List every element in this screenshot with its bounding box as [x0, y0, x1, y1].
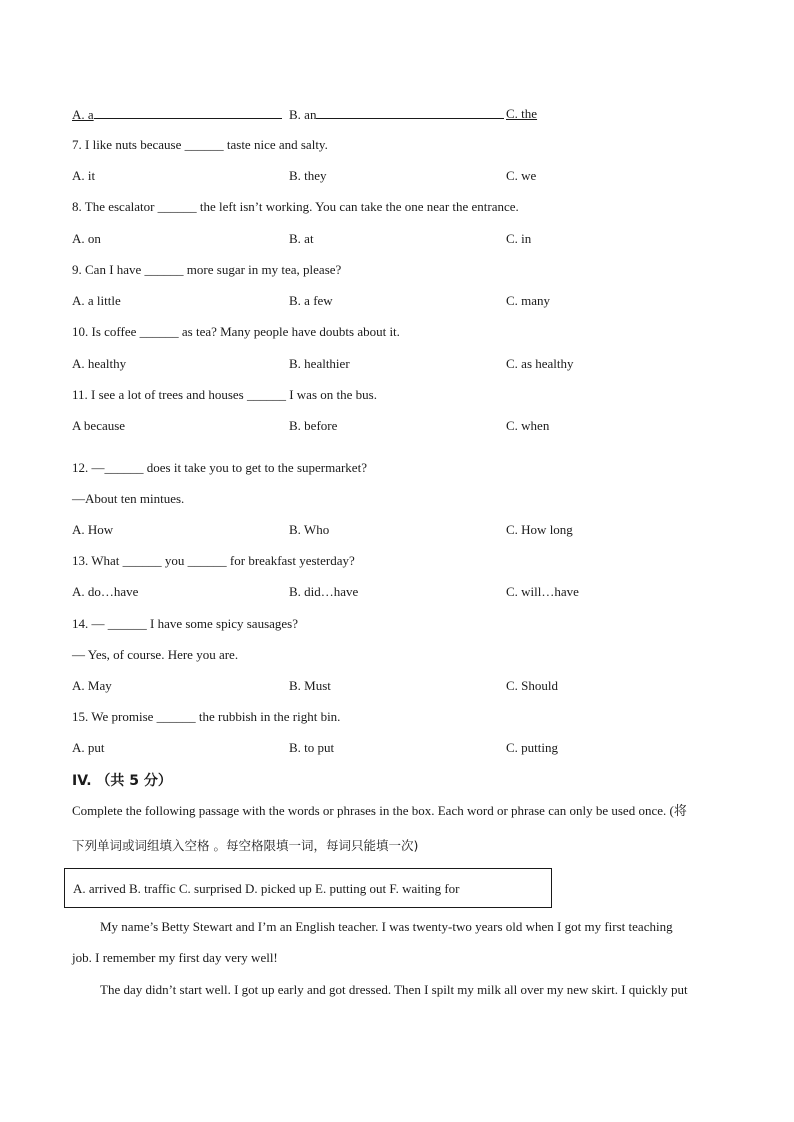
question-answer-line: —About ten mintues.	[72, 491, 185, 506]
option-c: C. when	[506, 418, 550, 433]
option-a: A. healthy	[72, 356, 127, 371]
option-c: C. Should	[506, 678, 559, 693]
word-box	[64, 868, 552, 908]
question-stem: 7. I like nuts because ______ taste nice and salty.	[72, 137, 328, 152]
option-b: B. a few	[289, 293, 333, 308]
q6-option-a: A. a	[72, 106, 282, 123]
question-stem: 9. Can I have ______ more sugar in my tea, please?	[72, 262, 342, 277]
passage-line: My name’s Betty Stewart and I’m an English teacher. I was twenty-two years old when I got my first teaching	[100, 919, 673, 934]
option-c: C. How long	[506, 522, 573, 537]
option-a: A. a little	[72, 293, 121, 308]
option-a: A. do…have	[72, 584, 139, 599]
option-c: C. as healthy	[506, 356, 574, 371]
question-stem: 10. Is coffee ______ as tea? Many people have doubts about it.	[72, 324, 400, 339]
q6-option-b: B. an	[289, 106, 504, 123]
question-stem: 14. — ______ I have some spicy sausages?	[72, 616, 299, 631]
option-c: C. putting	[506, 740, 559, 755]
question-stem: 11. I see a lot of trees and houses ______ I was on the bus.	[72, 387, 377, 402]
passage-line: job. I remember my first day very well!	[72, 950, 278, 965]
option-b: B. did…have	[289, 584, 359, 599]
option-b: B. to put	[289, 740, 335, 755]
option-a: A. May	[72, 678, 112, 693]
option-b: B. Must	[289, 678, 331, 693]
passage-line: The day didn’t start well. I got up early and got dressed. Then I spilt my milk all over my new skirt. I quickly put	[100, 982, 688, 997]
question-answer-line: — Yes, of course. Here you are.	[72, 647, 239, 662]
word-box-options: A. arrived B. traffic C. surprised D. picked up E. putting out F. waiting for	[73, 881, 460, 896]
option-c: C. we	[506, 168, 537, 183]
question-stem: 15. We promise ______ the rubbish in the right bin.	[72, 709, 341, 724]
q6-option-c: C. the	[506, 106, 538, 121]
option-a: A because	[72, 418, 126, 433]
option-b: B. at	[289, 231, 314, 246]
option-a: A. put	[72, 740, 105, 755]
option-a: A. on	[72, 231, 101, 246]
section-instruction-chinese: 下列单词或词组填入空格 。每空格限填一词，每词只能填一次)	[72, 838, 419, 853]
option-a: A. it	[72, 168, 96, 183]
option-a: A. How	[72, 522, 114, 537]
option-c: C. in	[506, 231, 532, 246]
section-heading: IV. （共 5 分）	[72, 773, 172, 789]
question-stem: 8. The escalator ______ the left isn’t working. You can take the one near the entrance.	[72, 199, 519, 214]
section-instruction: Complete the following passage with the words or phrases in the box. Each word or phrase can only be used once. (将	[72, 803, 687, 818]
question-stem: 13. What ______ you ______ for breakfast yesterday?	[72, 553, 355, 568]
option-b: B. they	[289, 168, 327, 183]
option-b: B. Who	[289, 522, 330, 537]
question-stem: 12. —______ does it take you to get to the supermarket?	[72, 460, 367, 475]
option-b: B. before	[289, 418, 338, 433]
option-c: C. many	[506, 293, 551, 308]
option-c: C. will…have	[506, 584, 579, 599]
option-b: B. healthier	[289, 356, 350, 371]
